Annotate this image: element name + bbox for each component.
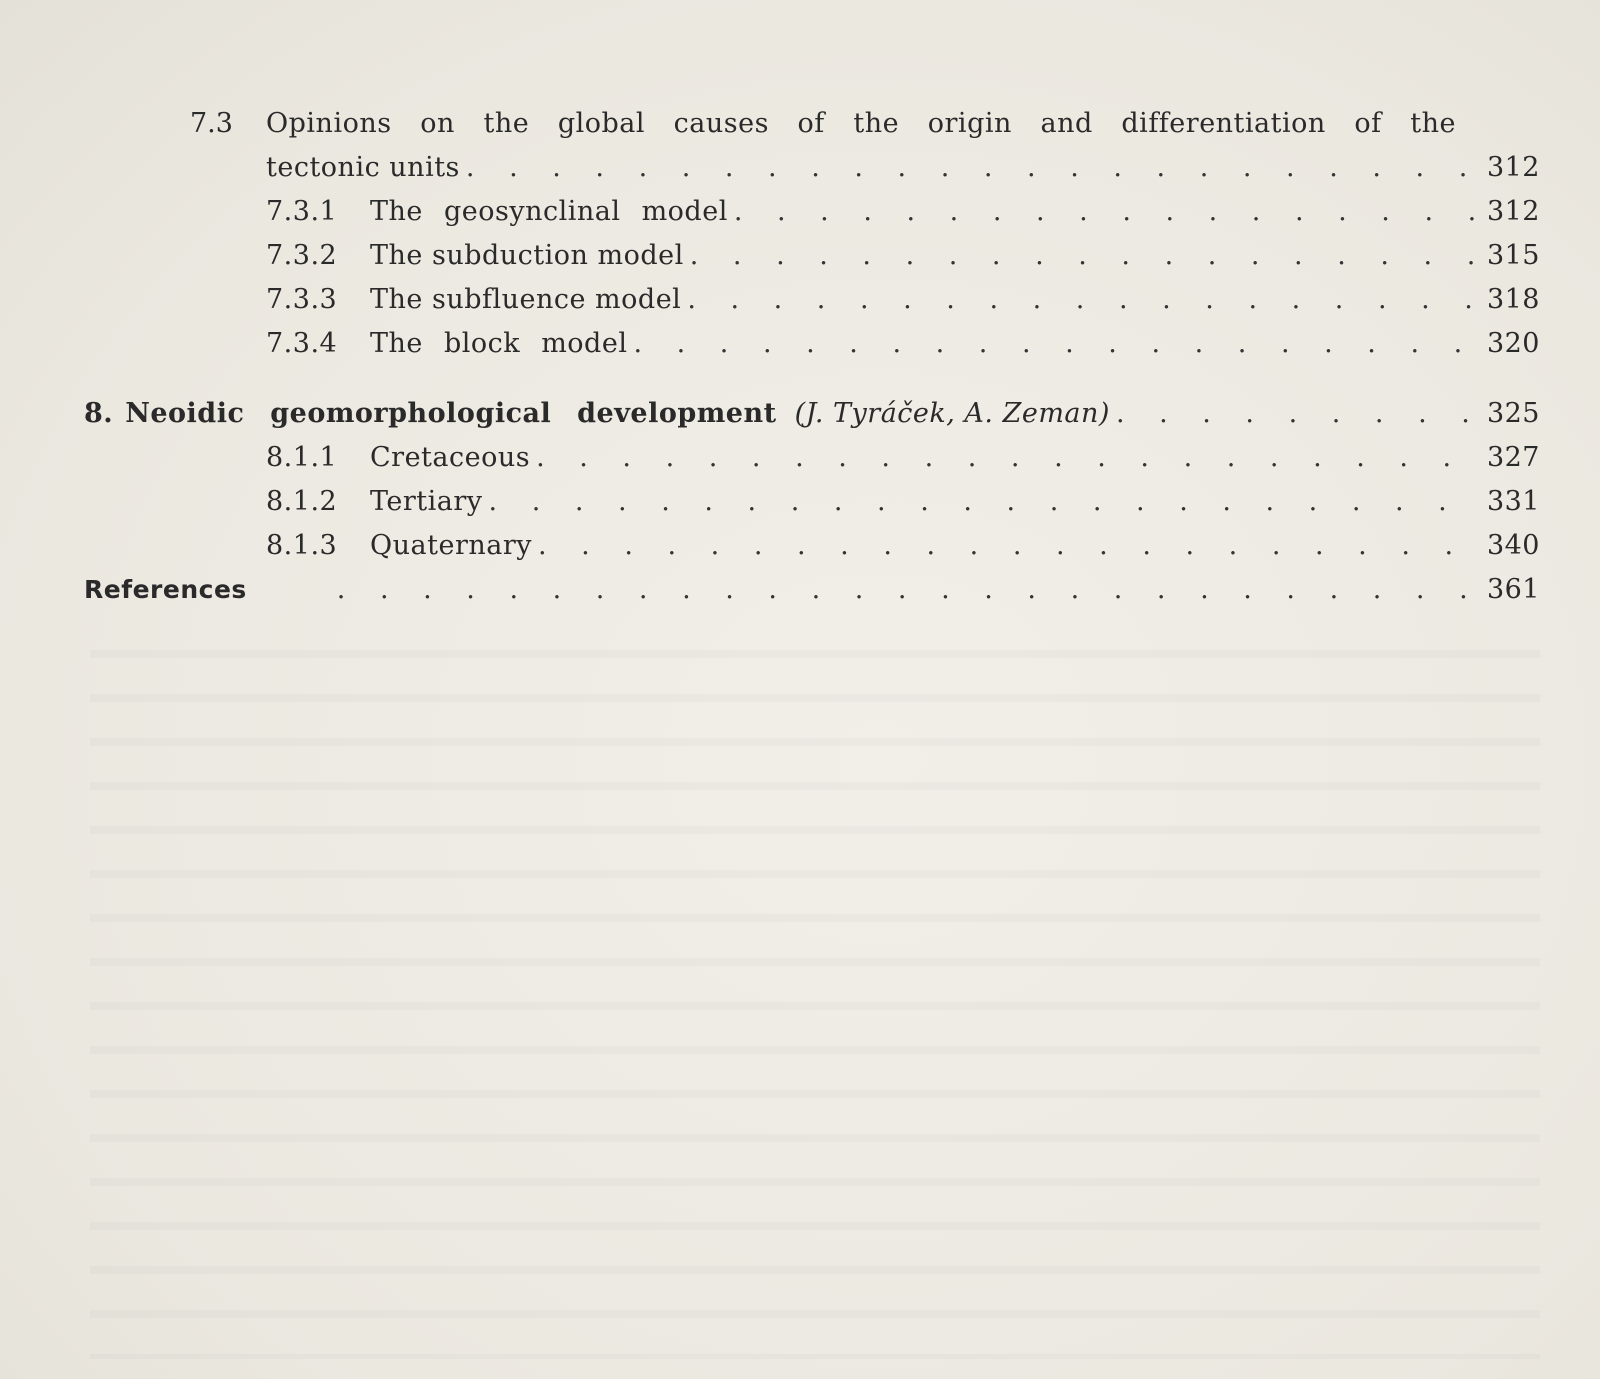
toc-subsection-title: Quaternary <box>370 530 533 561</box>
toc-entry <box>266 194 1540 230</box>
toc-page-number: 312 <box>1486 196 1540 227</box>
toc-page-number: 312 <box>1486 152 1540 183</box>
show-through-text <box>90 620 1540 1359</box>
toc-entry <box>266 282 1540 318</box>
leader-dots <box>337 572 1476 608</box>
toc-page-number: 318 <box>1486 284 1540 315</box>
toc-page-number: 325 <box>1486 398 1540 429</box>
leader-dots <box>1116 396 1476 432</box>
toc-subsection-title: Tertiary <box>370 486 483 517</box>
toc-chapter-number: 8. <box>84 398 114 429</box>
toc-subsection-number: 7.3.1 <box>266 196 338 227</box>
toc-entry <box>266 238 1540 274</box>
leader-dots <box>538 528 1476 564</box>
toc-chapter-title: Neoidic geomorphological development <box>125 398 777 429</box>
leader-dots <box>489 484 1476 520</box>
toc-subsection-number: 8.1.3 <box>266 530 338 561</box>
leader-dots <box>734 194 1476 230</box>
toc-entry <box>266 484 1540 520</box>
toc-page-number: 320 <box>1486 328 1540 359</box>
leader-dots <box>633 326 1476 362</box>
toc-entry <box>266 150 1540 186</box>
toc-subsection-title: The geosynclinal model <box>370 196 728 227</box>
toc-page-number: 331 <box>1486 486 1540 517</box>
leader-dots <box>466 150 1476 186</box>
toc-page-number: 315 <box>1486 240 1540 271</box>
toc-subsection-title: The block model <box>370 328 628 359</box>
toc-subsection-title: The subduction model <box>370 240 684 271</box>
toc-subsection-number: 7.3.2 <box>266 240 338 271</box>
toc-subsection-title: The subfluence model <box>370 284 682 315</box>
toc-chapter-entry <box>84 396 1540 432</box>
leader-dots <box>687 282 1476 318</box>
leader-dots <box>536 440 1476 476</box>
toc-subsection-number: 8.1.2 <box>266 486 338 517</box>
toc-section-number: 7.3 <box>190 108 233 139</box>
leader-dots <box>690 238 1476 274</box>
toc-page-number: 327 <box>1486 442 1540 473</box>
toc-subsection-number: 7.3.4 <box>266 328 338 359</box>
toc-entry <box>266 440 1540 476</box>
toc-entry <box>266 326 1540 362</box>
toc-references-entry <box>84 572 1540 608</box>
toc-page-number: 361 <box>1486 574 1540 605</box>
toc-entry <box>266 528 1540 564</box>
toc-subsection-number: 7.3.3 <box>266 284 338 315</box>
toc-page-number: 340 <box>1486 530 1540 561</box>
toc-subsection-title: Cretaceous <box>370 442 531 473</box>
toc-references-title: References <box>84 575 247 604</box>
toc-section-title-line1: Opinions on the global causes of the origin and differentiation of the <box>266 108 1456 139</box>
toc-section-title-line2: tectonic units <box>266 152 460 183</box>
toc-chapter-authors: (J. Tyráček, A. Zeman) <box>794 398 1110 429</box>
toc-subsection-number: 8.1.1 <box>266 442 338 473</box>
